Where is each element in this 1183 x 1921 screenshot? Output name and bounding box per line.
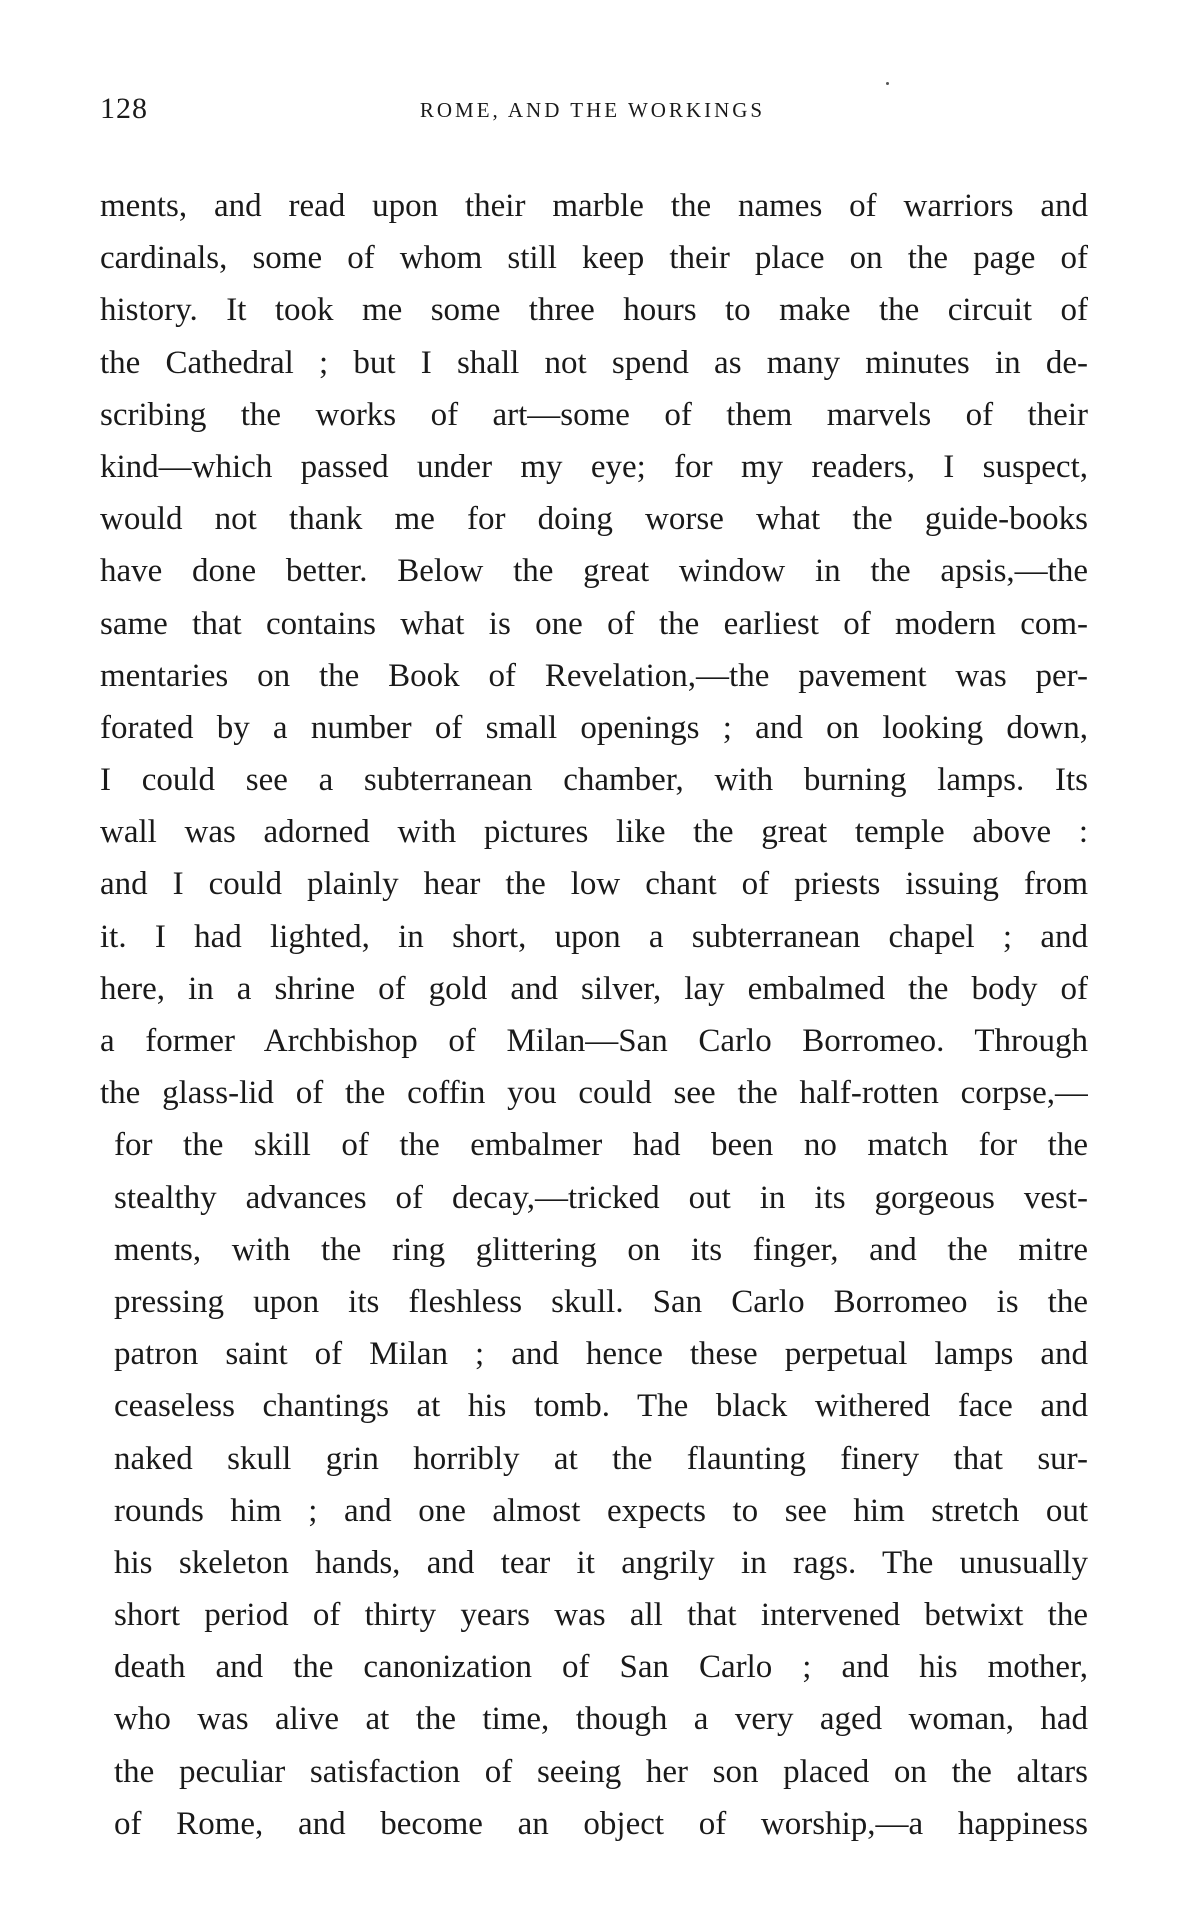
- text-line: have done better. Below the great window in the apsis,—the: [100, 553, 1088, 590]
- text-line: ments, with the ring glittering on its finger, and the mitre: [114, 1231, 1088, 1268]
- text-line: stealthy advances of decay,—tricked out in its gorgeous vest-: [114, 1179, 1088, 1216]
- text-line: the peculiar satisfaction of seeing her son placed on the altars: [114, 1753, 1088, 1790]
- text-line: a former Archbishop of Milan—San Carlo Borromeo. Through: [100, 1023, 1088, 1059]
- text-line: ceaseless chantings at his tomb. The black withered face and: [114, 1388, 1088, 1425]
- text-line: I could see a subterranean chamber, with burning lamps. Its: [100, 762, 1088, 799]
- text-line: wall was adorned with pictures like the great temple above :: [100, 814, 1088, 851]
- text-line: who was alive at the time, though a very aged woman, had: [114, 1701, 1088, 1738]
- body-text: [100, 180, 1088, 1850]
- text-line: patron saint of Milan ; and hence these perpetual lamps and: [114, 1336, 1088, 1373]
- text-line: would not thank me for doing worse what the guide-books: [100, 501, 1088, 538]
- text-line: scribing the works of art—some of them marvels of their: [100, 396, 1088, 433]
- text-line: same that contains what is one of the earliest of modern com-: [100, 605, 1088, 642]
- running-head: [100, 92, 1085, 132]
- text-line: and I could plainly hear the low chant of priests issuing from: [100, 866, 1088, 903]
- text-line: cardinals, some of whom still keep their place on the page of: [100, 240, 1088, 277]
- running-title: ROME, AND THE WORKINGS: [419, 98, 766, 122]
- ink-speck: [886, 82, 889, 85]
- text-line: for the skill of the embalmer had been no match for the: [114, 1127, 1088, 1164]
- text-line: kind—which passed under my eye; for my readers, I suspect,: [100, 448, 1088, 485]
- text-line: it. I had lighted, in short, upon a subterranean chapel ; and: [100, 918, 1088, 955]
- text-line: short period of thirty years was all that intervened betwixt the: [114, 1597, 1088, 1634]
- text-line: the glass-lid of the coffin you could see the half-rotten corpse,—: [100, 1075, 1088, 1112]
- text-line: history. It took me some three hours to make the circuit of: [100, 292, 1088, 329]
- text-line: here, in a shrine of gold and silver, lay embalmed the body of: [100, 970, 1088, 1007]
- text-line: naked skull grin horribly at the flaunting finery that sur-: [114, 1440, 1088, 1477]
- text-line: death and the canonization of San Carlo ; and his mother,: [114, 1649, 1088, 1686]
- text-line: rounds him ; and one almost expects to see him stretch out: [114, 1492, 1088, 1529]
- text-line: the Cathedral ; but I shall not spend as many minutes in de-: [100, 344, 1088, 381]
- text-line: his skeleton hands, and tear it angrily in rags. The unusually: [114, 1544, 1088, 1581]
- text-line: of Rome, and become an object of worship,—a happiness: [114, 1805, 1088, 1842]
- text-line: ments, and read upon their marble the names of warriors and: [100, 188, 1088, 224]
- text-line: mentaries on the Book of Revelation,—the pavement was per-: [100, 657, 1088, 694]
- text-line: forated by a number of small openings ; and on looking down,: [100, 709, 1088, 746]
- text-line: pressing upon its fleshless skull. San Carlo Borromeo is the: [114, 1283, 1088, 1320]
- page-number: 128: [100, 92, 148, 125]
